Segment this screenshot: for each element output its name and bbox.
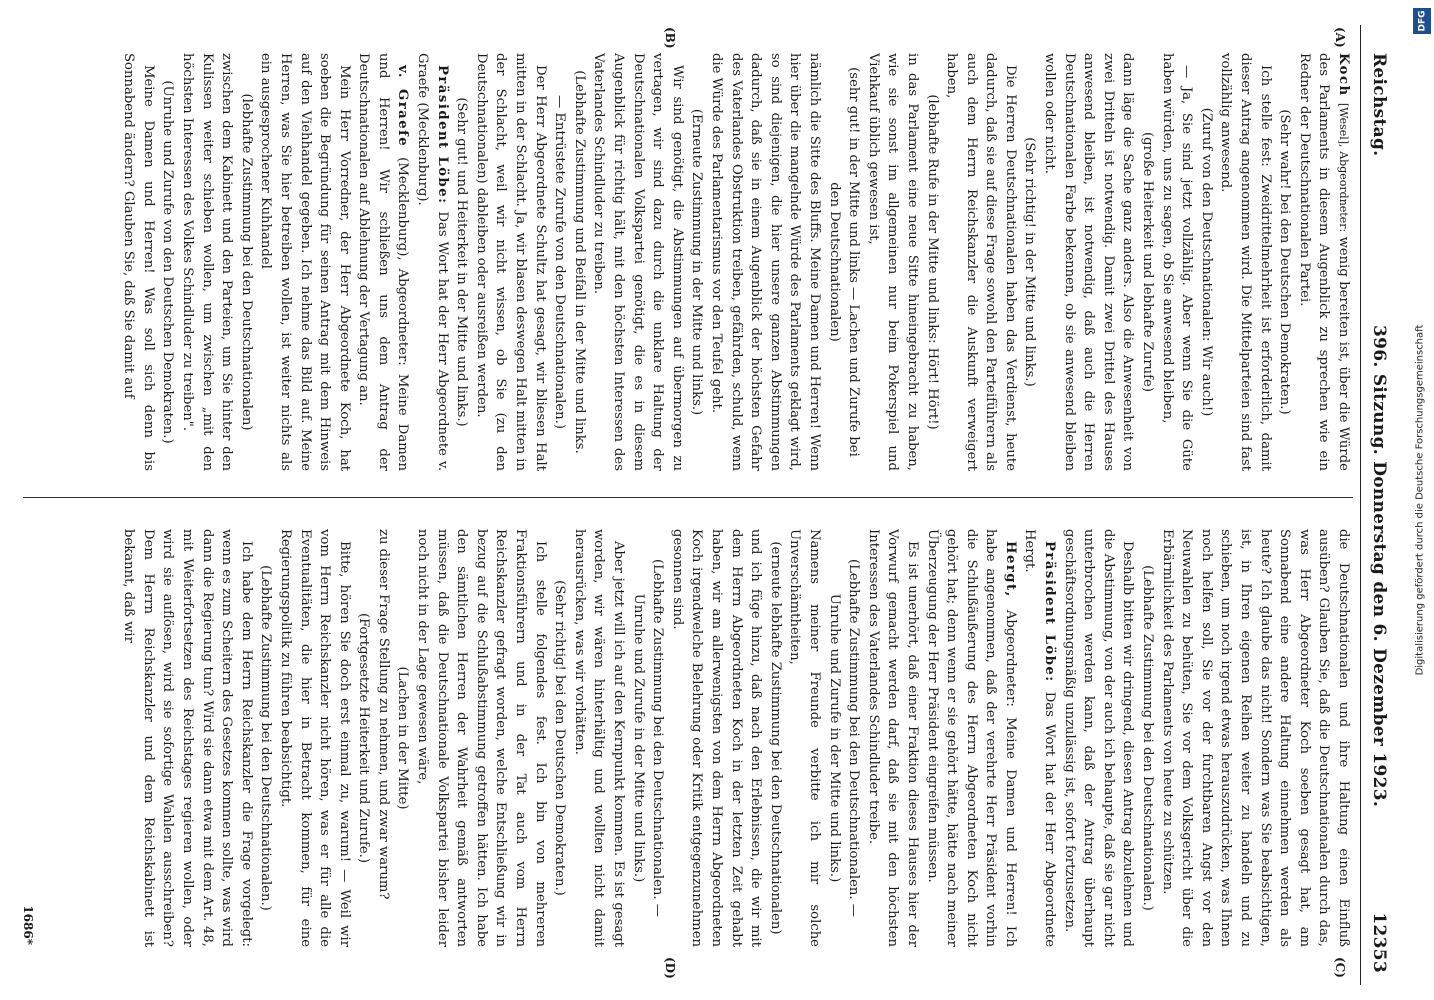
footer-number: 1686* (21, 905, 35, 945)
column-rule (23, 497, 1353, 498)
paragraph (1294, 53, 1353, 471)
paragraph-text: (Lachen in der Mitte) (395, 666, 411, 810)
reaction-note (687, 53, 707, 471)
paragraph-text: (Lebhafte Zustimmung bei den Deutschnationalen. — Unruhe und Zurufe in der Mitte und links.) (826, 559, 862, 917)
paragraph-text: (Fortgesetzte Heiterkeit und Zurufe.) (356, 612, 372, 863)
margin-marker-d: (D) (663, 957, 677, 979)
paragraph (1157, 529, 1353, 947)
paragraph-text: Wir sind genötigt, die Abstimmungen auf übermorgen zu vertagen, wir sind dazu durch die unklare Haltung der Deutschnationalen Volkspartei genötigt, die es in diesem Augenblick für richtig hält, mit den höchsten Interessen des Vaterlandes Schindluder zu treiben. (591, 53, 685, 471)
paragraph-text: — Ja, Sie sind jetzt vollzählig. Aber wenn Sie die Güte haben würden, uns zu sagen, ob Sie anwesend bleiben, (1159, 53, 1195, 471)
header-left: Reichstag. (1369, 53, 1389, 157)
paragraph-text: (lebhafte Rufe in der Mitte und links: Hört! Hört!) (924, 94, 940, 430)
reaction-note (550, 529, 570, 947)
margin-marker-c: (C) (1333, 957, 1347, 978)
paragraph-text: (Lebhafte Zustimmung bei den Deutschnationalen.) (1140, 565, 1156, 911)
paragraph-text: Das Wort hat der Herr Abgeordnete Hergt. (1022, 529, 1058, 947)
paragraph-text: Es ist unerhört, daß einer Fraktion dieses Hauses hier der Vorwurf gemacht werden darf, daß sie mit den höchsten Interessen des Vaterlandes Schindluder treibe. (865, 529, 920, 947)
paragraph-text: (Erneute Zustimmung in der Mitte und links.) (689, 108, 705, 416)
paragraph-text: Abgeordneter: Meine Damen und Herren! Ich habe angenommen, daß der verehrte Herr Präsident vorhin die Schlußäußerung des Herrn Abgeordneten Koch nicht gehört hat; denn wenn er sie gehört hätte, hätte nach meiner Überzeugung der Herr Präsident eingreifen müssen. (924, 529, 1018, 947)
reaction-note (393, 529, 413, 947)
paragraph-text: (lebhafte Zustimmung bei den Deutschnationalen) (238, 93, 254, 431)
reaction-note (256, 529, 276, 947)
paragraph-text: (Sehr wahr! bei den Deutschen Demokraten.) (1277, 109, 1293, 415)
paragraph (256, 53, 354, 471)
paragraph-text: Das Wort hat der Herr Abgeordnete v. Graefe (Mecklenburg). (415, 53, 450, 471)
paragraph (471, 53, 549, 471)
paragraph (119, 529, 256, 947)
speaker-name: v. Graefe (395, 65, 411, 158)
speaker-name: Präsident Löbe: (1042, 541, 1058, 692)
paragraph-text: Ich habe dem Herrn Reichskanzler die Frage vorgelegt: wenn es zum Scheitern des Gesetzes kommen sollte, was wird dann die Regierung tun? Wird sie dann etwa mit dem Art. 48, mit Weiterfortsetzen des Reichstages regieren wollen, oder wird sie auflösen, wird sie sofortige Wahlen ausschreiben? Dem Herrn Reichskanzler und dem Reichskabinett ist bekannt, daß wir (121, 529, 254, 947)
speaker-name: Präsident Löbe: (434, 65, 450, 212)
page-number: 12353 (1369, 912, 1389, 973)
reaction-note (354, 529, 374, 947)
paragraph-text: und ich füge hinzu, daß nach den Erlebnissen, die wir mit dem Herrn Abgeordneten Koch in der letzten Zeit gehabt haben, wir am allerwenigsten von dem Herrn Abgeordneten Koch irgendwelche Belehrung oder Kritik entgegenzunehmen gesonnen sind. (669, 529, 764, 947)
paragraph-text: (Mecklenburg), Abgeordneter: Meine Damen und Herren! Wir schließen uns dem Antrag der Deutschnationalen auf Ablehnung der Vertagung an. (356, 53, 411, 471)
paragraph (373, 529, 393, 947)
reaction-note (1137, 53, 1157, 471)
paragraph-text: nämlich die Sitte des Bluffs. Meine Damen und Herren! Wenn hier über die mangelnde Würde des Parlaments geklagt wird, so sind diejenigen, die hier unsere ganzen Abstimmungen dadurch, daß sie in einem Augenblick der höchsten Gefahr des Vaterlandes Obstruktion treiben, gefährden, schuld, wenn die Würde des Parlamentarismus vor den Teufel geht. (709, 53, 822, 471)
paragraph (863, 53, 922, 471)
paragraph (589, 53, 687, 471)
paragraph-text: Ich stelle folgendes fest. Ich bin von mehreren Fraktionsführern und in der Tat auch vom Herrn Reichskanzler gefragt worden, welche Entschließung wir in bezug auf die Schlußabstimmung getroffen hätten. Ich habe den sämtlichen Herren der Wahrheit gemäß antworten müssen, daß die Deutschnationale Volkspartei bisher leider noch nicht in der Lage gewesen wäre, (415, 529, 548, 947)
paragraph (706, 53, 824, 471)
paragraph-text: (Sehr richtig! in der Mitte und links.) (1022, 137, 1038, 387)
reaction-note (824, 529, 863, 947)
left-column (23, 53, 1353, 471)
reaction-note (1020, 53, 1040, 471)
reaction-note (550, 53, 589, 471)
speaker-affiliation: [Wesel], Abgeordneter: (1337, 102, 1350, 233)
paragraph-text: zu dieser Frage Stellung zu nehmen, und zwar warum? (375, 529, 391, 900)
paragraph-text: Bitte, hören Sie doch erst einmal zu, warum! — Weil wir vom Herrn Reichskanzler nicht hören, was er für alle die Eventualitäten, die hier in Betracht kommen, für eine Regierungspolitik zu führen beabsichtigt. (277, 529, 352, 947)
page-header (1360, 25, 1395, 985)
paragraph (1157, 53, 1196, 471)
paragraph-text: Mein Herr Vorredner, der Herr Abgeordnete Koch, hat soeben die Begründung für seinen Antrag mit dem Hinweis auf den Viehhandel gegeben. Ich nehme das Bild auf. Meine Herren, was Sie hier betreiben wollen, ist weiter nichts als ein ausgesprochener Kuhhandel (258, 53, 352, 471)
paragraph-text: Die Herren Deutschnationalen haben das Verdienst, heute dadurch, daß sie auf diese Frage sowohl den Parteiführern als auch dem Herrn Reichskanzler die Auskunft verweigert haben, (944, 53, 1018, 471)
reaction-note (628, 529, 667, 947)
reaction-note (1137, 529, 1157, 947)
paragraph-text: Meine Damen und Herren! Was soll sich denn bis Sonnabend ändern? Glauben Sie, daß Sie damit auf (121, 53, 156, 471)
paragraph-text: Deshalb bitten wir dringend, diesen Antrag abzulehnen und die Abstimmung, von der auch ich behaupte, daß sie gar nicht unterbrochen werden kann, daß der Antrag überhaupt geschäftsordnungsmäßig unzulässig ist, sofort fortzusetzen. (1061, 529, 1136, 947)
paragraph (942, 53, 1020, 471)
paragraph (1020, 529, 1059, 947)
paragraph-text: (Lebhafte Zustimmung bei den Deutschnationalen.) (258, 565, 274, 911)
reaction-note (765, 529, 785, 947)
paragraph-text: in das Parlament eine neue Sitte hineingebracht zu haben, wie sie sonst im allgemeinen nur beim Pokerspiel und Viehkauf üblich gewesen ist, (865, 53, 920, 471)
paragraph (1040, 53, 1138, 471)
paragraph (863, 529, 922, 947)
paragraph (413, 529, 550, 947)
paragraph (177, 53, 236, 471)
digitization-credit: Digitalisierung gefördert durch die Deutsche Forschungsgemeinschaft (1414, 324, 1426, 676)
reaction-note (158, 53, 178, 471)
reaction-note (452, 53, 472, 471)
speaker-name: Hergt, (1002, 541, 1018, 610)
paragraph-text: (Zuruf von den Deutschnationalen: Wir auch!) (1198, 107, 1214, 417)
margin-marker-a: (A) (1333, 27, 1347, 48)
paragraph (119, 53, 158, 471)
paragraph-text: Namens meiner Freunde verbitte ich mir solche Unverschämtheiten, (787, 529, 822, 947)
paragraph-text: (erneute lebhafte Zustimmung bei den Deutschnationalen) (767, 541, 783, 935)
paragraph-text: Aber jetzt will ich auf den Kernpunkt kommen. Es ist gesagt worden, wir wären hinterhältig und wollten nicht damit herausrücken, was wir vorhätten. (571, 529, 627, 947)
paragraph (667, 529, 765, 947)
paragraph-text: (Lebhafte Zustimmung und Beifall in der Mitte und links. — Entrüstete Zurufe von den Deutschnationalen.) (552, 70, 587, 454)
header-center: 396. Sitzung. Donnerstag den 6. Dezember 1923. (1369, 325, 1389, 808)
document-page (5, 25, 1395, 985)
reaction-note (922, 53, 942, 471)
paragraph-text: Ich stelle fest: Zweidrittelmehrheit ist erforderlich, damit dieser Antrag angenommen wird. Die Mittelparteien sind fast vollzählig anwesend. (1218, 53, 1273, 471)
paragraph-text: (Unruhe und Zurufe von den Deutschen Demokraten.) (160, 80, 176, 444)
paragraph-text: Der Herr Abgeordnete Schultz hat gesagt, wir bliesen Halt mitten in der Schlacht. Ja, wir blasen deswegen Halt mitten in der Schlacht, weil wir nicht wissen, ob Sie (zu den Deutschnationalen) dableiben oder ausreißen werden. (473, 53, 548, 471)
paragraph (354, 53, 413, 471)
reaction-note (236, 53, 256, 471)
paragraph (413, 53, 452, 471)
paragraph-text: (sehr gut! in der Mitte und links — Lachen und Zurufe bei den Deutschnationalen) (826, 67, 862, 457)
paragraph-text: (Lebhafte Zustimmung bei den Deutschnationalen. — Unruhe und Zurufe in der Mitte und links.) (630, 559, 666, 917)
paragraph (922, 529, 1020, 947)
paragraph (1059, 529, 1137, 947)
paragraph-text: die Deutschnationalen und ihre Haltung einen Einfluß ausüben? Glauben Sie, daß die Deutschnationalen durch das, was Herr Abgeordneter Koch soeben gesagt hat, am Sonnabend eine andere Haltung einnehmen werden als heute? Ich glaube das nicht! Sondern was Sie beabsichtigen, ist, in Ihren eigenen Reihen weiter zu handeln und zu schieben, um noch irgend etwas herauszudrücken, was Ihnen noch helfen soll, Sie vor der furchtbaren Angst vor den Neuwahlen zu behüten, Sie vor dem Volksgericht über die Erbärmlichkeit des Parlaments von heute zu schützen. (1159, 529, 1351, 947)
reaction-note (1275, 53, 1295, 471)
reaction-note (824, 53, 863, 471)
dfg-logo: DFG (1413, 8, 1431, 34)
paragraph-text: (große Heiterkeit und lebhafte Zurufe) (1140, 132, 1156, 392)
paragraph-text: zwischen dem Kabinett und den Parteien, um Sie hinter den Kulissen weiter schieben wollen, um zwischen „mit den höchsten Interessen des Volkes Schindluder zu treiben". (179, 53, 235, 471)
paragraph (569, 529, 628, 947)
paragraph-text: (Sehr richtig! bei den Deutschen Demokraten.) (552, 580, 568, 896)
paragraph-text: (Sehr gut! und Heiterkeit in der Mitte und links.) (454, 97, 470, 427)
paragraph (785, 529, 824, 947)
paragraph (1216, 53, 1275, 471)
margin-marker-b: (B) (663, 27, 677, 49)
paragraph-text: dann läge die Sache ganz anders. Also die Anwesenheit von zwei Dritteln ist notwendig. Damit zwei Drittel des Hauses anwesend bleiben, ist notwendig, daß auch die Herren Deutschnationalen Farbe bekennen, ob sie anwesend bleiben wollen oder nicht. (1042, 53, 1136, 471)
speaker-name: Koch (1336, 53, 1351, 103)
reaction-note (1196, 53, 1216, 471)
paragraph (275, 529, 353, 947)
right-column (23, 529, 1353, 947)
paragraph-text: wenig bereiten ist, über die Würde des Parlaments in diesem Augenblick zu sprechen wie ein Redner der Deutschnationalen Partei. (1296, 53, 1351, 471)
